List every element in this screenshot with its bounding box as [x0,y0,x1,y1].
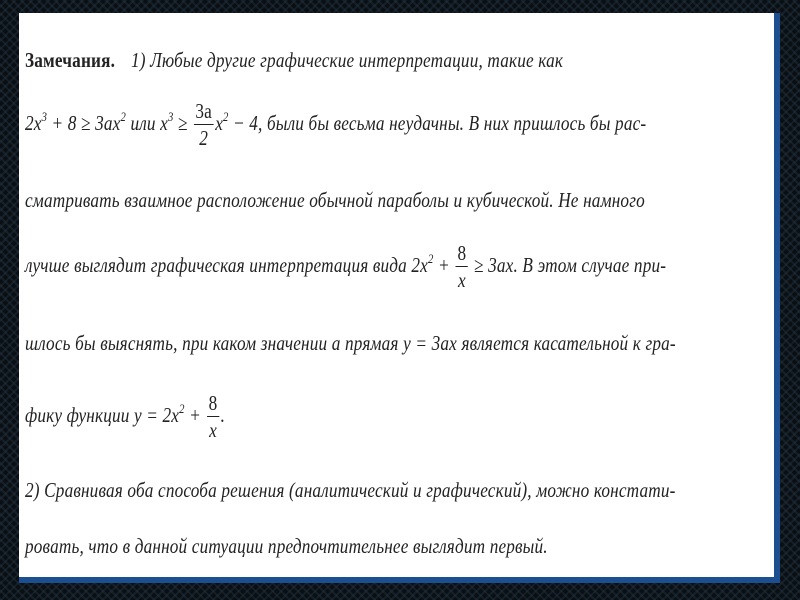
line-equation: y = 3ax [403,331,457,355]
text-line-2 [25,99,647,150]
fraction-8-over-x-2: $\frac{8}{x}$ [208,391,218,442]
function-equation: $y = 2x^2$ + $\frac{8}{x}$ [134,391,218,442]
remarks-item-2-line-1: 2) Сравнивая оба способа решения (аналитический и графический), можно констати- [25,478,676,502]
text-line-4: лучше выглядит графическая интерпретация вида $2x^2$ + $\frac{8}{x}$ ≥ 3ax. В этом случае при- [25,241,667,292]
conjunction-or: или [126,110,161,135]
fraction-8-over-x: $\frac{8}{x}$ [457,241,467,292]
text-line-3: сматривать взаимное расположение обычной параболы и кубической. Не намного [25,188,645,212]
inequality-1: $2x^3 + 8 \ge 3ax^2$ [25,108,127,135]
text-line-2-tail: , были бы весьма неудачны. В них пришлось бы рас- [258,110,647,135]
text-line-1 [25,48,606,73]
inequality-3: $2x^2$ + $\frac{8}{x}$ ≥ 3ax [411,241,514,292]
remarks-item-1-start: 1) Любые другие графические интерпретации, такие как [131,48,564,72]
inequality-2: $x^3$ ≥ $\frac{3a}{2}$ $x^2 - 4$ [160,99,259,150]
text-line-5: шлось бы выяснять, при каком значении a прямая y = 3ax является касательной к гра- [25,331,676,355]
remarks-item-2-line-2: ровать, что в данной ситуации предпочтительнее выглядит первый. [25,534,548,558]
remarks-heading: Замечания. [25,48,116,72]
slide-panel [19,13,780,583]
text-line-6: фику функции $y = 2x^2$ + $\frac{8}{x}$ . [25,391,226,442]
fraction-3a-over-2: $\frac{3a}{2}$ [195,99,212,150]
